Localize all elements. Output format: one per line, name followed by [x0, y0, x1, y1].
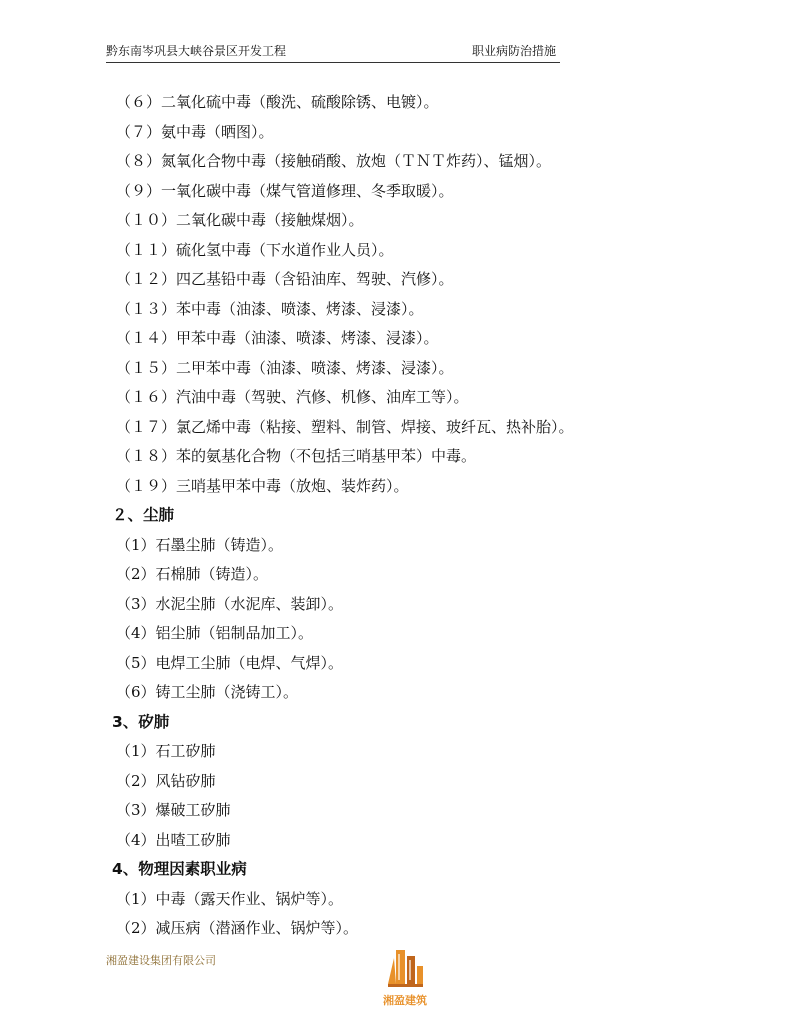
logo-buildings	[388, 950, 423, 987]
list-item: （1）石工矽肺	[116, 742, 216, 760]
list-item: （１０）二氧化碳中毒（接触煤烟）。	[116, 211, 364, 229]
list-item: （1）中毒（露天作业、锅炉等）。	[116, 889, 344, 908]
list-item: （１４）甲苯中毒（油漆、喷漆、烤漆、浸漆）。	[116, 329, 439, 347]
list-item: （3）爆破工矽肺	[116, 801, 231, 819]
list-item: （１３）苯中毒（油漆、喷漆、烤漆、浸漆）。	[116, 299, 424, 318]
section-heading: 4、物理因素职业病	[112, 860, 247, 878]
list-item: （１５）二甲苯中毒（油漆、喷漆、烤漆、浸漆）。	[116, 358, 454, 377]
list-item: （９）一氧化碳中毒（煤气管道修理、冬季取暖）。	[116, 181, 454, 200]
list-item: （１２）四乙基铅中毒（含铅油库、驾驶、汽修）。	[116, 270, 454, 288]
list-item: （4）出喳工矽肺	[116, 830, 231, 849]
list-item: （１７）氯乙烯中毒（粘接、塑料、制管、焊接、玻纤瓦、热补胎）。	[116, 417, 574, 436]
page-header	[106, 42, 560, 63]
list-item: （１１）硫化氢中毒（下水道作业人员）。	[116, 240, 394, 259]
section-heading: ２、尘肺	[112, 506, 175, 524]
list-item: （１８）苯的氨基化合物（不包括三哨基甲苯）中毒。	[116, 447, 477, 465]
list-item: （１９）三哨基甲苯中毒（放炮、装炸药）。	[116, 476, 409, 495]
list-item: （１６）汽油中毒（驾驶、汽修、机修、油库工等）。	[116, 388, 469, 406]
list-item: （6）铸工尘肺（浇铸工）。	[116, 683, 299, 701]
building-logo-icon	[380, 944, 430, 1016]
list-item: （７）氨中毒（晒图）。	[116, 122, 274, 141]
list-item: （4）铝尘肺（铝制品加工）。	[116, 624, 314, 642]
list-item: （3）水泥尘肺（水泥库、装卸）。	[116, 594, 344, 613]
list-item: （5）电焊工尘肺（电焊、气焊）。	[116, 653, 344, 672]
list-item: （2）石棉肺（铸造）。	[116, 565, 269, 583]
list-item: （８）氮氧化合物中毒（接触硝酸、放炮（ＴＮＴ炸药）、锰烟）。	[116, 152, 552, 170]
header-section-title: 职业病防治措施	[471, 44, 556, 58]
section-heading: 3、矽肺	[112, 712, 170, 731]
footer-company-name: 湘盈建设集团有限公司	[106, 954, 216, 967]
logo-text: 湘盈建筑	[383, 994, 427, 1007]
header-project-title: 黔东南岑巩县大峡谷景区开发工程	[106, 44, 287, 58]
document-body	[112, 88, 712, 944]
list-item: （６）二氧化硫中毒（酸洗、硫酸除锈、电镀）。	[116, 93, 439, 111]
list-item: （2）风钻矽肺	[116, 771, 216, 790]
list-item: （1）石墨尘肺（铸造）。	[116, 535, 284, 554]
list-item: （2）减压病（潜涵作业、锅炉等）。	[116, 919, 359, 937]
